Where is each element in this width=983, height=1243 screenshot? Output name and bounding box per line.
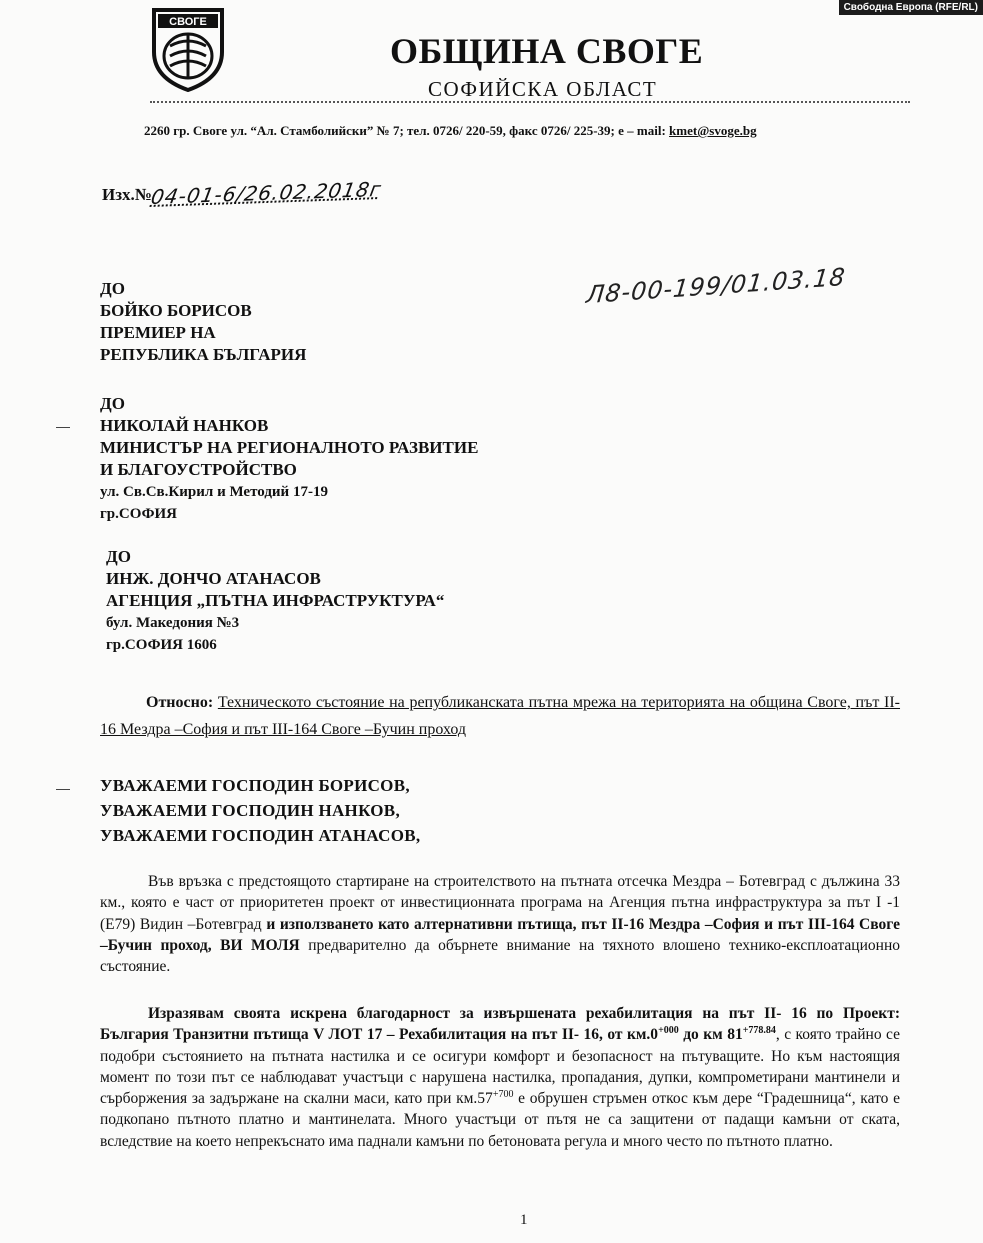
paragraph-text: Във връзка с предстоящото стартиране на строителството на пътната отсечка Мездра – Ботевград с дължина 33 км., която е част от приоритетен проект от инвестиционната програма на Агенция пътна инфраструктура за път I -1 (Е79) Видин –Ботевград — [100, 873, 900, 933]
watermark: Свободна Европа (RFE/RL) — [839, 0, 983, 15]
subject — [100, 689, 900, 743]
salutation-line: УВАЖАЕМИ ГОСПОДИН АТАНАСОВ, — [100, 826, 421, 845]
letterhead-address — [144, 123, 757, 139]
recipient-title: ПРЕМИЕР НА — [100, 323, 216, 342]
subject-label: Относно: — [146, 694, 214, 711]
recipient-borisov — [100, 278, 306, 366]
page-number: 1 — [520, 1212, 528, 1228]
recipient-address: ул. Св.Св.Кирил и Методий 17-19 — [100, 484, 328, 500]
incoming-registration-number: Л8-00-199/01.03.18 — [584, 262, 848, 310]
salutation-line: УВАЖАЕМИ ГОСПОДИН БОРИСОВ, — [100, 776, 410, 795]
letterhead-subtitle: СОФИЙСКА ОБЛАСТ — [428, 77, 658, 101]
chainage-superscript: +778.84 — [742, 1025, 776, 1037]
paragraph-text: е обрушен стръмен откос към дере “Градешница“, като е подкопано пътното платно и мантинелата. Много участъци от пътя не са защитени от падащи камъни от ската, вследствие на което непрекъснато има паднали камъни по бетоновата регула и много често по пътното платно. — [100, 1090, 900, 1150]
subject-text: Техническото състояние на републиканската пътна мрежа на територията на община Своге, път II-16 Мездра –София и път III-164 Своге –Бучин проход — [100, 694, 901, 738]
margin-mark — [56, 789, 70, 790]
recipient-title: И БЛАГОУСТРОЙСТВО — [100, 460, 297, 479]
recipient-to: ДО — [100, 394, 125, 413]
recipient-city: гр.СОФИЯ — [100, 506, 177, 522]
salutation — [100, 773, 420, 848]
paragraph-text: , с която трайно се подобри състоянието на пътната настилка и се осигури комфорт и безопасност на пътуващите. Но към настоящия момент по този път се наблюдават участъци с нарушена настилка, пропадания, дупки, компрометирани мантинели и сърборжения за задържане на скални маси, като при км.57 — [100, 1026, 900, 1108]
municipality-crest-icon — [148, 6, 228, 92]
address-text: 2260 гр. Своге ул. “Ал. Стамболийски” № 7; тел. 0726/ 220-59, факс 0726/ 225-39; е – mail: — [144, 123, 670, 138]
paragraph-text: до км 81 — [678, 1026, 743, 1044]
paragraph-text: предварително да обърнете внимание на тяхното влошено технико-експлоатационно състояние. — [100, 936, 900, 976]
body-paragraph-2 — [100, 1003, 900, 1152]
salutation-line: УВАЖАЕМИ ГОСПОДИН НАНКОВ, — [100, 801, 400, 820]
crest-text: СВОГЕ — [169, 16, 207, 28]
chainage-superscript: +700 — [492, 1089, 514, 1101]
letterhead-title: ОБЩИНА СВОГЕ — [390, 31, 704, 71]
paragraph-text: Изразявам своята искрена благодарност за извършената рехабилитация на път II- 16 по Проект: България Транзитни пътища V ЛОТ 17 – Рехабилитация на път II- 16, от км.0 — [100, 1005, 900, 1044]
body-paragraph-1 — [100, 871, 900, 977]
recipient-address: бул. Македония №3 — [106, 615, 240, 631]
recipient-title: РЕПУБЛИКА БЪЛГАРИЯ — [100, 345, 307, 364]
email-link[interactable]: kmet@svoge.bg — [669, 123, 757, 138]
margin-mark — [56, 427, 70, 428]
recipient-city: гр.СОФИЯ 1606 — [106, 637, 217, 653]
reference-handwritten: 04-01-6/26.02.2018г — [148, 177, 384, 209]
recipient-title: МИНИСТЪР НА РЕГИОНАЛНОТО РАЗВИТИЕ — [100, 438, 479, 457]
recipient-to: ДО — [106, 547, 131, 566]
recipient-title: АГЕНЦИЯ „ПЪТНА ИНФРАСТРУКТУРА“ — [106, 591, 445, 610]
recipient-name: НИКОЛАЙ НАНКОВ — [100, 416, 269, 435]
recipient-name: ИНЖ. ДОНЧО АТАНАСОВ — [106, 569, 321, 588]
chainage-superscript: +000 — [658, 1025, 679, 1037]
outgoing-reference — [102, 177, 384, 209]
recipient-nankov — [100, 393, 478, 525]
letterhead-divider — [150, 101, 910, 103]
reference-label: Изх.№ — [102, 185, 152, 204]
recipient-atanasov — [106, 546, 444, 656]
recipient-to: ДО — [100, 279, 125, 298]
recipient-name: БОЙКО БОРИСОВ — [100, 301, 252, 320]
paragraph-emphasis: и използването като алтернативни пътища, път II-16 Мездра –София и път III-164 Своге –Бучин проход, ВИ МОЛЯ — [100, 915, 900, 954]
